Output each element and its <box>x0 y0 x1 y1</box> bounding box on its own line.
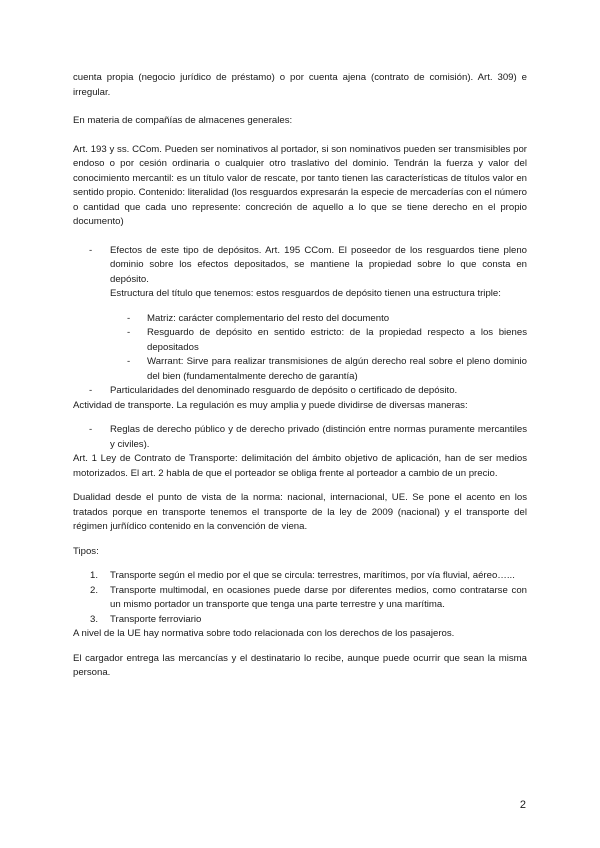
paragraph-cargador: El cargador entrega las mercancías y el destinatario lo recibe, aunque puede ocurrir que sean la misma persona. <box>73 652 527 678</box>
dash-bullet: - <box>127 356 131 367</box>
list-item <box>110 326 527 355</box>
list-item-text: Efectos de este tipo de depósitos. Art. 195 CCom. El poseedor de los resguardos tiene pleno dominio sobre los efectos depositados, se mantiene la propiedad sobre lo que consta en depósito. <box>110 244 527 285</box>
list-item-text: Transporte ferroviario <box>110 613 202 625</box>
list-item-text: Transporte según el medio por el que se circula: terrestres, marítimos, por vía fluvial, aéreo…... <box>110 570 515 581</box>
paragraph-dualidad: Dualidad desde el punto de vista de la norma: nacional, internacional, UE. Se pone el acento en los tratados porque en transporte tenemos el transporte de la ley de 2009 (nacional) y el transporte del régimen jurñídico contenido en la convención de viena. <box>73 492 527 532</box>
list-estructura-triple <box>73 312 527 385</box>
paragraph-continuation: cuenta propia (negocio jurídico de préstamo) o por cuenta ajena (contrato de comisión). Art. 309) e irregular. <box>73 72 527 98</box>
list-number: 3. <box>90 613 99 625</box>
page-number: 2 <box>519 799 526 811</box>
paragraph-ue: A nivel de la UE hay normativa sobre todo relacionada con los derechos de los pasajeros. <box>73 628 455 639</box>
paragraph-transporte: Actividad de transporte. La regulación es muy amplia y puede dividirse de diversas maneras: <box>73 399 468 411</box>
list-item <box>110 312 527 327</box>
list-item-text: Transporte multimodal, en ocasiones puede darse por diferentes medios, como contratarse con un mismo portador un transporte que tenga una parte terrestre y una marítima. <box>110 584 527 610</box>
paragraph-almacenes-intro: En materia de compañías de almacenes generales: <box>73 115 293 126</box>
list-item <box>73 384 527 399</box>
list-item-text: Warrant: Sirve para realizar transmisiones de algún derecho real sobre el pleno dominio del bien (fundamentalmente derecho de garantía) <box>147 356 527 382</box>
list-number: 1. <box>90 570 99 581</box>
list-particularidades <box>73 384 527 399</box>
list-tipos-transporte <box>73 569 527 627</box>
list-reglas <box>73 423 527 452</box>
dash-bullet: - <box>127 312 131 324</box>
paragraph-art-193: Art. 193 y ss. CCom. Pueden ser nominativos al portador, si son nominativos pueden ser transmisibles por endoso o por cesión ordinaria o cualquier otro traslativo del dominio. Tendrán la fuerza y valor del conocimiento mercantil: es un título valor de rescate, por tanto tienen las características de títulos valor en sentido propio. Contenido: literalidad (los resguardos expresarán la especie de mercaderías con el número o cantidad que cada uno represente: concreción de aquello a lo que se tiene derecho en el propio documento) <box>73 143 527 227</box>
page-content <box>73 71 527 681</box>
list-item-text: Matriz: carácter complementario del resto del documento <box>147 312 390 324</box>
list-number: 2. <box>90 584 99 596</box>
list-item <box>73 569 527 584</box>
list-item-text: Resguardo de depósito en sentido estricto: de la propiedad respecto a los bienes depositados <box>147 327 527 353</box>
paragraph-ley-contrato: Art. 1 Ley de Contrato de Transporte: delimitación del ámbito objetivo de aplicación, han de ser medios motorizados. El art. 2 habla de que el porteador se obliga frente al porteador a cambio de un precio. <box>73 453 527 479</box>
list-item <box>110 355 527 384</box>
dash-bullet: - <box>89 385 93 396</box>
list-item <box>73 584 527 613</box>
dash-bullet: - <box>127 327 131 338</box>
list-item <box>73 613 527 628</box>
list-item-text: Particularidades del denominado resguardo de depósito o certificado de depósito. <box>110 385 458 396</box>
list-item <box>73 244 527 288</box>
dash-bullet: - <box>89 424 93 435</box>
list-efectos <box>73 244 527 288</box>
paragraph-tipos: Tipos: <box>73 545 99 557</box>
dash-bullet: - <box>89 244 93 256</box>
list-item-text: Reglas de derecho público y de derecho privado (distinción entre normas puramente mercantiles y civiles). <box>110 424 527 450</box>
paragraph-estructura: Estructura del título que tenemos: estos resguardos de depósito tienen una estructura triple: <box>110 288 501 299</box>
list-item <box>73 423 527 452</box>
